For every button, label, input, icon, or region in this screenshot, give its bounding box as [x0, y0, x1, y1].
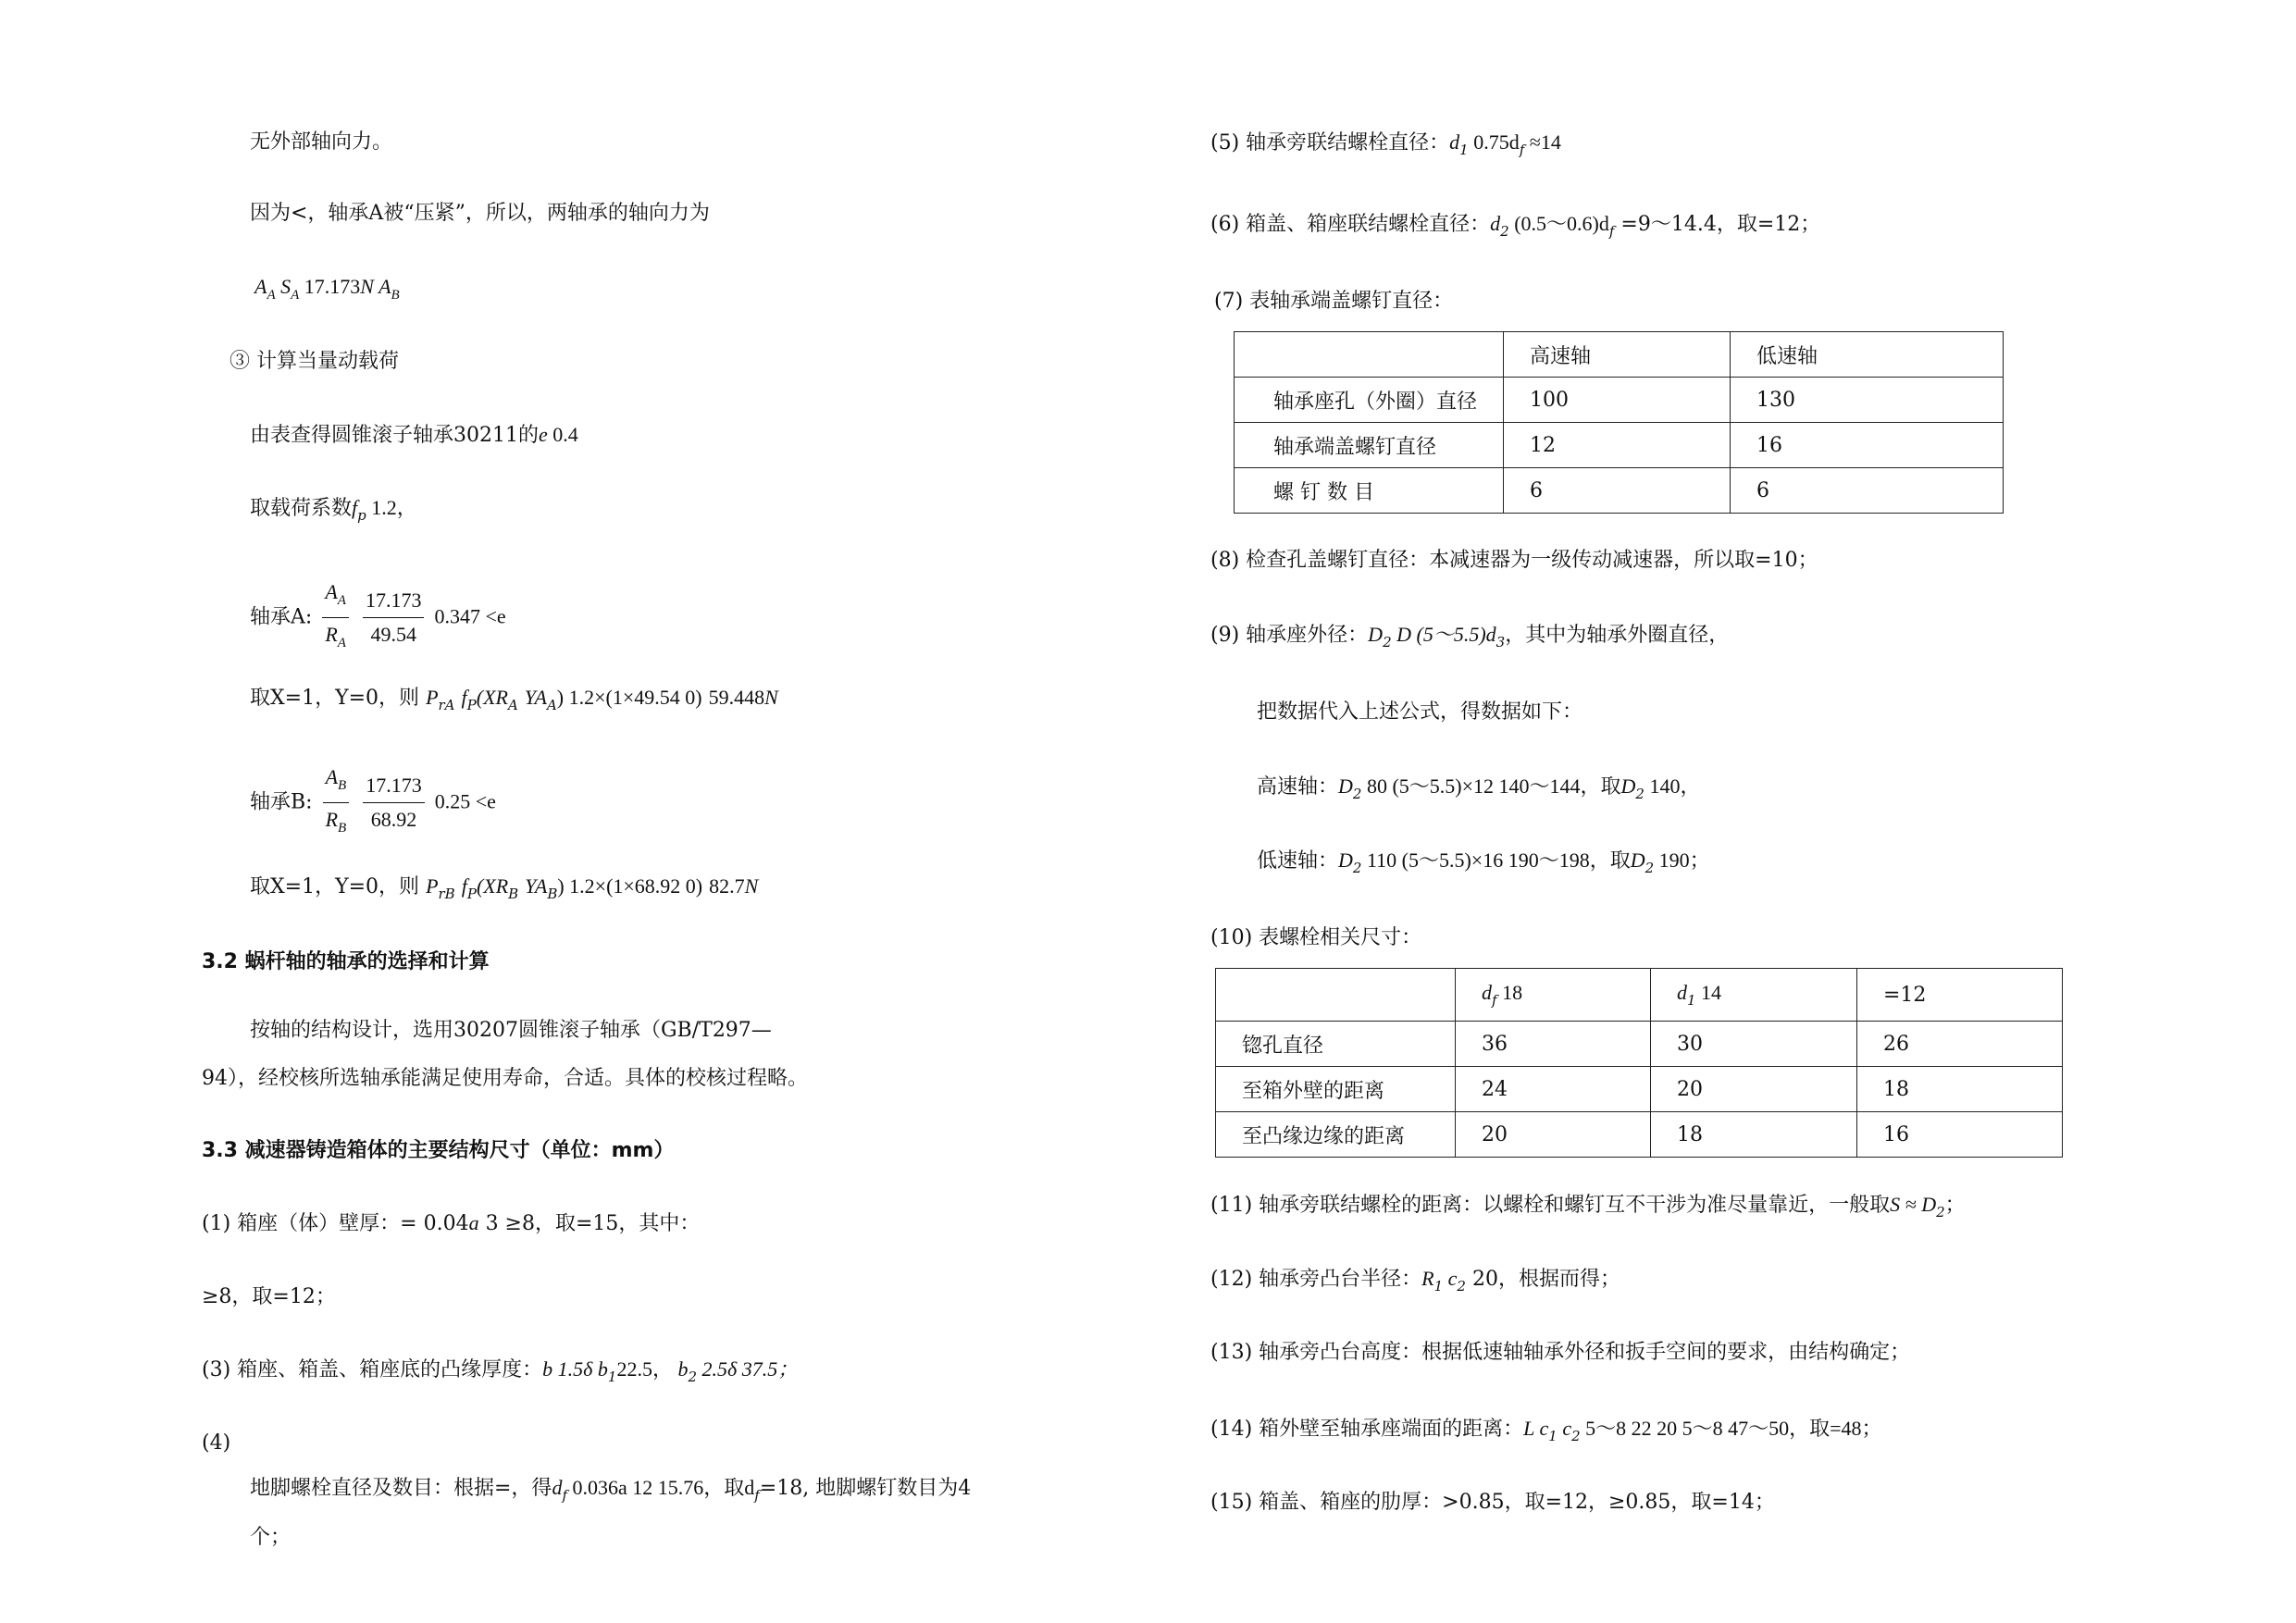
table-cell: 26: [1857, 1022, 2063, 1067]
table-row: [1216, 1112, 2063, 1158]
formula-pra: 取X=1，Y=0，则 $P_{rA}$ $f_P(XR_A$ $YA_A$) 1.2×(1×49.54 0) 59.448N: [250, 686, 778, 713]
table-cell: [1216, 969, 1456, 1022]
text-line: 由表查得圆锥滚子轴承30211的e 0.4: [250, 423, 578, 447]
text-line: (3) 箱座、箱盖、箱座底的凸缘厚度：b 1.5δ $b_122.5$， $b_2$ 2.5δ 37.5；: [202, 1357, 799, 1385]
table-cell: 20: [1456, 1112, 1651, 1158]
text-line: (6) 箱盖、箱座联结螺栓直径：$d_2$ $(0.5\sim 0.6)d_f$ =9～14.4，取=12；: [1210, 212, 1821, 240]
text-line: 94），经校核所选轴承能满足使用寿命，合适。具体的校核过程略。: [202, 1067, 808, 1090]
table-cell: 18: [1857, 1067, 2063, 1112]
bearing-b-ratio: 轴承B: $\frac{A_B}{R_B}$ $\frac{17.173}{68.92}$ 0.25 <e: [250, 761, 496, 845]
table-cell: [1235, 332, 1504, 378]
section-heading-3-2: 3.2 蜗杆轴的轴承的选择和计算: [202, 950, 490, 973]
table-caption: (7) 表轴承端盖螺钉直径：: [1214, 290, 1454, 313]
table-header-row: [1235, 332, 2004, 378]
table-cell: $d_1$ 14: [1651, 969, 1857, 1022]
table-cell: 36: [1456, 1022, 1651, 1067]
table-cell: 6: [1504, 468, 1731, 514]
text-line: (12) 轴承旁凸台半径：$R_1$ $c_2$ 20，根据而得；: [1210, 1267, 1620, 1295]
table-row: [1216, 1022, 2063, 1067]
text-line: 因为<，轴承A被“压紧”，所以，两轴承的轴向力为: [250, 202, 710, 225]
bearing-cover-table: [1234, 331, 2004, 514]
table-cell: 锪孔直径: [1216, 1022, 1456, 1067]
table-cell: 高速轴: [1504, 332, 1731, 378]
text-line: 低速轴：$D_2$ 110 (5～5.5)×16 190～198，取$D_2$ 190；: [1257, 849, 1710, 876]
text-line: (4): [202, 1431, 231, 1455]
text-line: 把数据代入上述公式，得数据如下：: [1257, 700, 1583, 724]
text-line: 个；: [250, 1526, 292, 1549]
text-line: 按轴的结构设计，选用30207圆锥滚子轴承（GB/T297—: [250, 1019, 772, 1042]
text-line: 无外部轴向力。: [250, 130, 393, 154]
text-line: (15) 箱盖、箱座的肋厚：>0.85，取=12，≥0.85，取=14；: [1210, 1491, 1775, 1514]
table-cell: 螺 钉 数 目: [1235, 468, 1504, 514]
table-cell: 24: [1456, 1067, 1651, 1112]
table-header-row: [1216, 969, 2063, 1022]
section-heading-3-3: 3.3 减速器铸造箱体的主要结构尺寸（单位：mm）: [202, 1139, 675, 1162]
text-line: (8) 检查孔盖螺钉直径：本减速器为一级传动减速器，所以取=10；: [1210, 549, 1818, 572]
table-cell: 20: [1651, 1067, 1857, 1112]
step-heading: ③ 计算当量动载荷: [230, 350, 399, 373]
table-caption: (10) 表螺栓相关尺寸：: [1210, 926, 1422, 949]
table-cell: 至凸缘边缘的距离: [1216, 1112, 1456, 1158]
table-cell: 30: [1651, 1022, 1857, 1067]
table-cell: 轴承端盖螺钉直径: [1235, 423, 1504, 468]
text-line: (13) 轴承旁凸台高度：根据低速轴轴承外径和扳手空间的要求，由结构确定；: [1210, 1341, 1911, 1364]
table-cell: 6: [1731, 468, 2004, 514]
bearing-a-ratio: 轴承A: $\frac{A_A}{R_A}$ $\frac{17.173}{49.54}$ 0.347 <e: [250, 576, 506, 660]
table-cell: $d_f$ 18: [1456, 969, 1651, 1022]
table-row: [1216, 1067, 2063, 1112]
text-line: 高速轴：$D_2$ 80 (5～5.5)×12 140～144，取$D_2$ 140，: [1257, 774, 1701, 802]
text-line: (5) 轴承旁联结螺栓直径：$d_1$ $0.75d_f \approx 14$: [1210, 130, 1561, 158]
text-line: (9) 轴承座外径：$D_2$ D $(5\sim 5.5)d_3$，其中为轴承外圈直径，: [1210, 623, 1730, 650]
table-row: [1235, 423, 2004, 468]
formula-axial-force: $A_A$ $S_A$ 17.173N $A_B$: [254, 275, 400, 303]
bolt-size-table: [1215, 968, 2063, 1158]
text-line: ≥8，取=12；: [202, 1285, 336, 1308]
table-cell: 16: [1731, 423, 2004, 468]
text-line: (1) 箱座（体）壁厚：= 0.04a 3 ≥8，取=15，其中：: [202, 1211, 701, 1235]
table-cell: 18: [1651, 1112, 1857, 1158]
text-line: 地脚螺栓直径及数目：根据=，得$d_f$ 0.036a 12 15.76，取$d_f=18$, 地脚螺钉数目为4: [250, 1476, 972, 1504]
table-cell: 低速轴: [1731, 332, 2004, 378]
text-line: (11) 轴承旁联结螺栓的距离：以螺栓和螺钉互不干涉为准尽量靠近，一般取$S \approx D_2$；: [1210, 1193, 1966, 1220]
table-row: [1235, 468, 2004, 514]
table-cell: 至箱外壁的距离: [1216, 1067, 1456, 1112]
table-cell: 12: [1504, 423, 1731, 468]
table-row: [1235, 378, 2004, 423]
formula-prb: 取X=1，Y=0，则 $P_{rB}$ $f_P(XR_B$ $YA_B$) 1.2×(1×68.92 0) 82.7N: [250, 874, 759, 902]
text-line: 取载荷系数$f_p$ 1.2，: [250, 496, 417, 524]
table-cell: =12: [1857, 969, 2063, 1022]
table-cell: 130: [1731, 378, 2004, 423]
table-cell: 轴承座孔（外圈）直径: [1235, 378, 1504, 423]
table-cell: 100: [1504, 378, 1731, 423]
table-cell: 16: [1857, 1112, 2063, 1158]
text-line: (14) 箱外壁至轴承座端面的距离：L $c_1$ $c_2$ 5～8 22 20 5～8 47～50，取=48；: [1210, 1417, 1882, 1444]
